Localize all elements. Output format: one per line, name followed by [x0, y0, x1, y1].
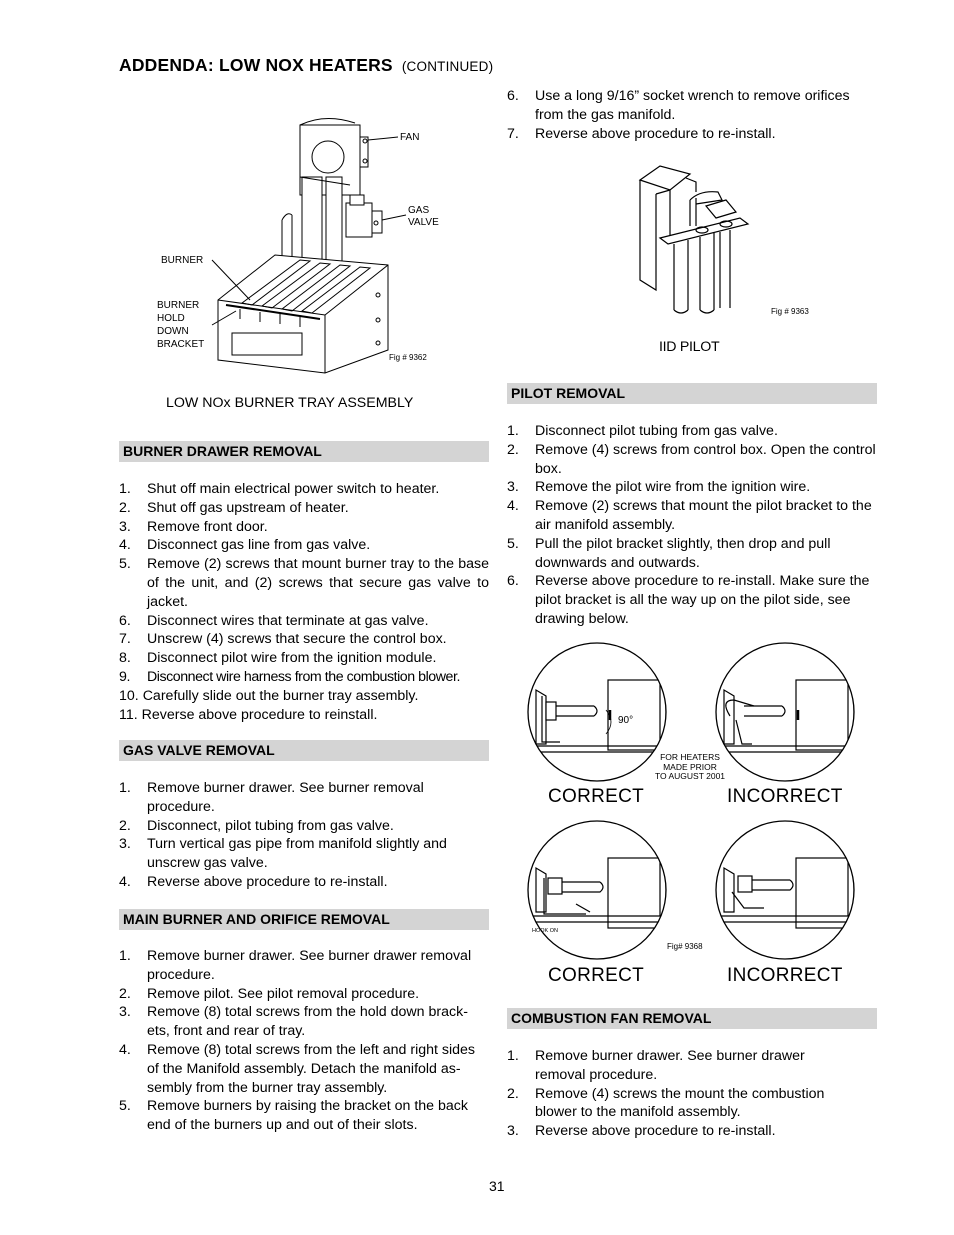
list-item: 3. Remove the pilot wire from the ignition wire.: [507, 479, 811, 496]
list-item: 6. Reverse above procedure to re-install. Make sure the pilot bracket is all the way up on the pilot side, see drawing below.: [507, 573, 870, 627]
list-item: 6. Use a long 9/16” socket wrench to remove orifices from the gas manifold.: [507, 88, 850, 123]
list-main-burner: [119, 947, 489, 1135]
list-combustion-fan: [507, 1047, 857, 1141]
list-item: 4. Remove (2) screws that mount the pilot bracket to the air manifold assembly.: [507, 498, 872, 533]
heading-burner-drawer: BURNER DRAWER REMOVAL: [119, 441, 489, 462]
angle-label: 90°: [618, 715, 634, 726]
list-pilot-removal: [507, 422, 877, 629]
list-item: 3. Remove (8) total screws from the hold down brack-ets, front and rear of tray.: [119, 1004, 468, 1040]
page-title: [119, 55, 493, 76]
fig-number-bracket: Fig# 9368: [667, 942, 703, 951]
fig-number-pilot: Fig # 9363: [771, 307, 809, 316]
continued-label: (CONTINUED): [401, 59, 494, 74]
page-title-text: ADDENDA: LOW NOX HEATERS: [119, 55, 393, 75]
list-item: 5. Remove burners by raising the bracket on the back end of the burners up and out of their slots.: [119, 1098, 468, 1134]
heading-main-burner: MAIN BURNER AND ORIFICE REMOVAL: [119, 909, 489, 930]
page-number: 31: [489, 1178, 505, 1194]
list-item: 1. Shut off main electrical power switch to heater.: [119, 481, 440, 497]
list-gas-valve: [119, 779, 469, 892]
list-item: 1. Remove burner drawer. See burner drawer removal procedure.: [119, 948, 472, 983]
list-item: 3. Remove front door.: [119, 518, 268, 535]
list-item: 2. Shut off gas upstream of heater.: [119, 499, 349, 516]
list-item: 11. Reverse above procedure to reinstall.: [119, 706, 378, 723]
label-gas: GAS: [408, 205, 430, 216]
label-incorrect-bottom: INCORRECT: [727, 965, 843, 986]
label-correct-top: CORRECT: [548, 786, 645, 807]
list-item: 10. Carefully slide out the burner tray assembly.: [119, 687, 419, 704]
label-bracket-1: BURNER: [157, 300, 200, 311]
list-item: 2. Remove (4) screws from control box. Open the control box.: [507, 441, 876, 477]
list-item: 5. Remove (2) screws that mount burner tray to the base of the unit, and (2) screws that secure gas valve to jacket.: [119, 556, 489, 610]
list-item: 1. Disconnect pilot tubing from gas valve.: [507, 423, 778, 439]
label-incorrect-top: INCORRECT: [727, 786, 843, 807]
list-item: 3. Turn vertical gas pipe from manifold slightly and unscrew gas valve.: [119, 836, 447, 872]
list-item: 8. Disconnect pilot wire from the ignition module.: [119, 650, 437, 667]
list-item: 7. Reverse above procedure to re-install.: [507, 125, 776, 142]
list-item: 5. Pull the pilot bracket slightly, then drop and pull downwards and outwards.: [507, 535, 831, 571]
label-burner: BURNER: [161, 255, 204, 266]
label-valve: VALVE: [408, 217, 439, 228]
list-item: 4. Remove (8) total screws from the left and right sides of the Manifold assembly. Detach the manifold as-sembly from the burner tray assembly.: [119, 1041, 476, 1096]
heading-combustion-fan: COMBUSTION FAN REMOVAL: [507, 1008, 877, 1029]
fig-number-tray: Fig # 9362: [389, 353, 427, 362]
list-item: 3. Reverse above procedure to re-install.: [507, 1123, 776, 1140]
heading-pilot-removal: PILOT REMOVAL: [507, 383, 877, 404]
hook-on-label: HOOK ON: [532, 928, 558, 934]
label-bracket-3: DOWN: [157, 326, 189, 337]
list-item: 6. Disconnect wires that terminate at gas valve.: [119, 612, 429, 629]
list-item: 1. Remove burner drawer. See burner drawer removal procedure.: [507, 1048, 805, 1083]
label-correct-bottom: CORRECT: [548, 965, 645, 986]
label-fan: FAN: [400, 132, 420, 143]
caption-pilot: IID PILOT: [659, 339, 720, 355]
label-bracket-4: BRACKET: [157, 339, 205, 350]
list-item: 4. Disconnect gas line from gas valve.: [119, 537, 371, 554]
list-item: 2. Remove pilot. See pilot removal procedure.: [119, 985, 420, 1002]
caption-tray: LOW NOx BURNER TRAY ASSEMBLY: [166, 395, 414, 411]
list-item: 2. Remove (4) screws the mount the combustion blower to the manifold assembly.: [507, 1085, 825, 1121]
prior-heaters-note: FOR HEATERS MADE PRIOR TO AUGUST 2001: [654, 752, 726, 781]
list-item: 2. Disconnect, pilot tubing from gas valve.: [119, 817, 394, 834]
list-burner-drawer: [119, 480, 489, 724]
list-item: 7. Unscrew (4) screws that secure the control box.: [119, 631, 447, 648]
list-item: 4. Reverse above procedure to re-install.: [119, 873, 388, 890]
list-item: 9. Disconnect wire harness from the combustion blower.: [119, 668, 460, 685]
heading-gas-valve: GAS VALVE REMOVAL: [119, 740, 489, 761]
label-bracket-2: HOLD: [157, 313, 185, 324]
burner-tray-figure: [150, 115, 450, 385]
iid-pilot-figure: [630, 160, 760, 320]
list-main-burner-continued: [507, 87, 877, 143]
list-item: 1. Remove burner drawer. See burner removal procedure.: [119, 780, 424, 815]
